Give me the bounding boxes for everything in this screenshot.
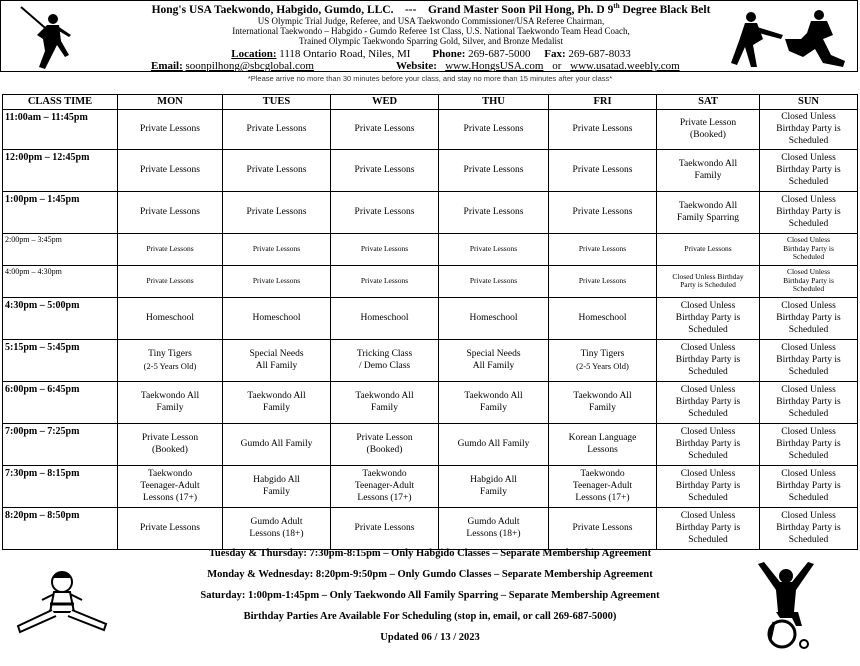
cell-line: Private Lessons: [140, 164, 200, 175]
phone-value: 269-687-5000: [468, 48, 531, 61]
cell-line: Private Lessons: [578, 243, 627, 253]
cell-line: Teenager-Adult: [354, 480, 415, 491]
email-link[interactable]: soonpilhong@sbcglobal.com: [185, 60, 314, 72]
schedule-cell-tues: [223, 233, 331, 265]
table-row: [3, 149, 858, 191]
sword-martial-artist-silhouette-icon: [11, 5, 81, 71]
cell-line: Taekwondo: [580, 468, 625, 479]
website-link-2[interactable]: www.usatad.weebly.com: [570, 60, 680, 72]
cell-line: Private Lessons: [463, 123, 524, 134]
schedule-cell-thu: [439, 465, 549, 507]
cell-line: Lessons (17+): [575, 493, 630, 504]
cell-line: Closed Unless: [781, 111, 836, 122]
footer-notes: [140, 548, 720, 653]
schedule-cell-fri: [549, 339, 657, 381]
schedule-cell-sun: [760, 233, 858, 265]
cell-line: Birthday Party is: [675, 522, 741, 533]
school-name: Hong's USA Taekwondo, Habgido, Gumdo, LLC.: [151, 3, 394, 16]
location-value: 1118 Ontario Road, Niles, MI: [279, 48, 411, 61]
schedule-cell-fri: [549, 265, 657, 297]
table-row: [3, 109, 858, 149]
schedule-cell-mon: [118, 507, 223, 549]
cell-line: (Booked): [366, 445, 403, 456]
table-row: [3, 465, 858, 507]
schedule-cell-mon: [118, 149, 223, 191]
table-row: [3, 191, 858, 233]
cell-line: Private Lessons: [246, 206, 307, 217]
updated-date: Updated 06 / 13 / 2023: [380, 632, 480, 643]
cell-line: Scheduled: [788, 367, 829, 378]
cell-line: Closed Unless: [680, 342, 736, 353]
cell-line: Private Lessons: [360, 243, 409, 253]
cell-line: Scheduled: [688, 409, 728, 420]
schedule-cell-wed: [331, 339, 439, 381]
cell-line: Birthday Party is: [776, 206, 841, 217]
schedule-cell-mon: [118, 297, 223, 339]
schedule-cell-wed: [331, 381, 439, 423]
cell-line: Taekwondo All: [573, 390, 632, 401]
cell-line: Private Lesson: [679, 117, 737, 128]
cell-line: Birthday Party is: [776, 354, 841, 365]
note-gumdo: Monday & Wednesday: 8:20pm-9:50pm – Only Gumdo Classes – Separate Membership Agreement: [207, 569, 653, 580]
credential-line-2: International Taekwondo – Habgido - Gumdo Referee 1st Class, U.S. National Taekwondo Team Head Coach,: [232, 26, 630, 37]
location-label: Location:: [231, 48, 277, 61]
class-time-cell: 4:30pm – 5:00pm: [3, 297, 118, 339]
cell-line: Scheduled: [688, 493, 728, 504]
cell-line: Private Lessons: [354, 123, 415, 134]
cell-line: Scheduled: [788, 493, 829, 504]
cell-line: Birthday Party is: [675, 396, 741, 407]
column-header-thu: THU: [439, 95, 549, 110]
degree-label: Degree Black Belt: [619, 3, 711, 16]
schedule-cell-thu: [439, 191, 549, 233]
schedule-cell-wed: [331, 191, 439, 233]
class-time-cell: 12:00pm – 12:45pm: [3, 149, 118, 191]
cell-line: Closed Unless: [680, 426, 736, 437]
table-row: [3, 507, 858, 549]
cell-line: Family: [371, 403, 398, 414]
contact-line: [113, 49, 749, 60]
schedule-cell-sun: [760, 381, 858, 423]
cell-line: Teenager-Adult: [572, 480, 633, 491]
cell-line: Taekwondo All: [464, 390, 523, 401]
cell-line: Family: [263, 403, 290, 414]
class-time-cell: 6:00pm – 6:45pm: [3, 381, 118, 423]
cell-line: Taekwondo All: [355, 390, 414, 401]
schedule-cell-sun: [760, 339, 858, 381]
cell-line: Homeschool: [360, 312, 409, 323]
cell-line: Closed Unless: [781, 300, 836, 311]
schedule-cell-sun: [760, 191, 858, 233]
schedule-cell-tues: [223, 423, 331, 465]
cell-line: Family: [589, 403, 616, 414]
column-header-sat: SAT: [657, 95, 760, 110]
flying-kick-cartoon-icon: [14, 560, 110, 640]
cell-line: Scheduled: [788, 451, 829, 462]
schedule-cell-sat: [657, 465, 760, 507]
schedule-cell-sat: [657, 191, 760, 233]
schedule-cell-thu: [439, 339, 549, 381]
cell-line: Private Lessons: [354, 206, 415, 217]
grand-master-name: Grand Master Soon Pil Hong, Ph. D 9: [427, 3, 614, 16]
cell-line: Gumdo Adult: [250, 516, 303, 527]
cell-line: Private Lessons: [572, 206, 633, 217]
cell-line: Closed Unless: [680, 384, 736, 395]
phone-label: Phone:: [432, 48, 466, 61]
cell-line: Scheduled: [688, 367, 728, 378]
class-time-cell: 1:00pm – 1:45pm: [3, 191, 118, 233]
schedule-cell-fri: [549, 297, 657, 339]
cell-line: Private Lessons: [684, 243, 732, 253]
cell-line: Family: [263, 487, 290, 498]
cell-line: All Family: [472, 361, 515, 372]
schedule-body: [3, 109, 858, 549]
cell-line: Gumdo All Family: [457, 438, 530, 449]
cell-line: Private Lessons: [572, 522, 633, 533]
note-sparring: Saturday: 1:00pm-1:45pm – Only Taekwondo All Family Sparring – Separate Membership Agreement: [200, 590, 660, 601]
title-separator: ---: [404, 3, 417, 16]
cell-line: Taekwondo All: [247, 390, 306, 401]
cell-line: Private Lessons: [463, 164, 524, 175]
cell-line: Homeschool: [469, 312, 518, 323]
cell-line: Scheduled: [792, 252, 825, 262]
class-time-cell: 7:30pm – 8:15pm: [3, 465, 118, 507]
schedule-cell-thu: [439, 149, 549, 191]
column-header-sun: SUN: [760, 95, 858, 110]
class-time-cell: 5:15pm – 5:45pm: [3, 339, 118, 381]
cell-line: Closed Unless: [781, 384, 836, 395]
schedule-cell-sat: [657, 339, 760, 381]
note-habgido: Tuesday & Thursday: 7:30pm-8:15pm – Only Habgido Classes – Separate Membership Agreement: [208, 548, 652, 559]
cell-line: Birthday Party is: [783, 243, 834, 253]
cell-line: Scheduled: [792, 284, 825, 294]
cell-line: Private Lessons: [360, 275, 409, 285]
cell-line: Birthday Party is: [776, 438, 841, 449]
cell-line: Birthday Party is: [776, 312, 841, 323]
schedule-table: [2, 94, 858, 550]
table-row: [3, 339, 858, 381]
cell-line: Private Lessons: [463, 206, 524, 217]
website-line: [396, 60, 680, 72]
header-box: [0, 0, 858, 72]
cell-line: Private Lessons: [246, 123, 307, 134]
schedule-cell-mon: [118, 191, 223, 233]
cell-line: Closed Unless: [680, 300, 736, 311]
schedule-cell-mon: [118, 339, 223, 381]
table-row: [3, 297, 858, 339]
cell-line: Scheduled: [688, 535, 728, 546]
cell-line: / Demo Class: [358, 361, 411, 372]
schedule-cell-thu: [439, 233, 549, 265]
schedule-cell-thu: [439, 507, 549, 549]
schedule-cell-sun: [760, 507, 858, 549]
cell-line: Birthday Party is: [675, 438, 741, 449]
cell-line: Habgido All: [470, 474, 517, 485]
cell-line: Family: [156, 403, 184, 414]
schedule-cell-thu: [439, 265, 549, 297]
schedule-cell-sat: [657, 423, 760, 465]
class-time-cell: 8:20pm – 8:50pm: [3, 507, 118, 549]
cell-line: Closed Unless: [781, 468, 836, 479]
cell-line: Private Lessons: [572, 164, 633, 175]
schedule-cell-sat: [657, 109, 760, 149]
schedule-cell-wed: [331, 507, 439, 549]
schedule-cell-fri: [549, 381, 657, 423]
email-line: [151, 60, 314, 72]
cell-line: Gumdo All Family: [240, 438, 313, 449]
cell-line: Family: [480, 403, 507, 414]
cell-line: Private Lessons: [140, 206, 200, 217]
cell-line: Taekwondo All: [140, 390, 200, 401]
fax-label: Fax:: [544, 48, 566, 61]
schedule-cell-sun: [760, 465, 858, 507]
header-title: [113, 3, 749, 16]
cell-line: Scheduled: [688, 325, 728, 336]
cell-line: (2-5 Years Old): [576, 360, 629, 371]
schedule-cell-fri: [549, 465, 657, 507]
cell-line: Private Lessons: [252, 275, 301, 285]
schedule-cell-fri: [549, 423, 657, 465]
cell-line: Closed Unless: [680, 468, 736, 479]
cell-line: Private Lessons: [572, 123, 633, 134]
cell-line: Teenager-Adult: [140, 480, 200, 491]
arrival-note: *Please arrive no more than 30 minutes before your class, and stay no more than 15 minutes after your class*: [247, 74, 613, 83]
cell-line: Lessons (18+): [249, 529, 304, 540]
cell-line: Taekwondo: [147, 468, 193, 479]
class-time-cell: 11:00am – 11:45pm: [3, 109, 118, 149]
cell-line: Homeschool: [578, 312, 627, 323]
cell-line: Korean Language: [568, 432, 637, 443]
cell-line: Closed Unless: [781, 426, 836, 437]
cell-line: Private Lessons: [578, 275, 627, 285]
schedule-cell-mon: [118, 233, 223, 265]
cell-line: Scheduled: [788, 409, 829, 420]
cell-line: Birthday Party is: [675, 480, 741, 491]
schedule-cell-tues: [223, 297, 331, 339]
schedule-cell-tues: [223, 265, 331, 297]
cell-line: Closed Unless: [781, 194, 836, 205]
cell-line: Tricking Class: [356, 348, 413, 359]
cell-line: Lessons (17+): [357, 493, 412, 504]
cell-line: Private Lessons: [252, 243, 301, 253]
cell-line: Private Lessons: [146, 243, 194, 253]
cell-line: Family: [694, 171, 722, 182]
schedule-cell-wed: [331, 149, 439, 191]
cell-line: Private Lessons: [354, 164, 415, 175]
cell-line: Tiny Tigers: [148, 349, 192, 360]
column-header-class-time: CLASS TIME: [3, 95, 118, 110]
schedule-cell-sun: [760, 423, 858, 465]
fax-value: 269-687-8033: [568, 48, 631, 61]
cell-line: Taekwondo All: [678, 200, 738, 211]
schedule-cell-sun: [760, 109, 858, 149]
cell-line: Birthday Party is: [675, 312, 741, 323]
schedule-cell-fri: [549, 233, 657, 265]
schedule-cell-wed: [331, 297, 439, 339]
cell-line: Private Lessons: [469, 275, 518, 285]
cell-line: Scheduled: [688, 451, 728, 462]
cell-line: Scheduled: [788, 177, 829, 188]
cell-line: Family: [480, 487, 507, 498]
cell-line: Homeschool: [252, 312, 301, 323]
schedule-cell-tues: [223, 381, 331, 423]
schedule-cell-mon: [118, 381, 223, 423]
cell-line: Homeschool: [145, 312, 195, 323]
cell-line: Private Lessons: [140, 123, 200, 134]
schedule-cell-fri: [549, 109, 657, 149]
cell-line: Lessons: [587, 445, 618, 456]
cell-line: Scheduled: [788, 219, 829, 230]
cell-line: Scheduled: [788, 325, 829, 336]
schedule-cell-fri: [549, 191, 657, 233]
cell-line: Closed Unless: [781, 342, 836, 353]
cell-line: Private Lessons: [354, 522, 415, 533]
schedule-cell-wed: [331, 465, 439, 507]
cell-line: Private Lesson: [356, 432, 413, 443]
cell-line: Family Sparring: [676, 213, 739, 224]
schedule-cell-fri: [549, 507, 657, 549]
website-or: or: [552, 60, 562, 72]
class-time-cell: 4:00pm – 4:30pm: [3, 265, 118, 297]
cell-line: Special Needs: [466, 348, 521, 359]
column-header-mon: MON: [118, 95, 223, 110]
cell-line: Tiny Tigers: [580, 349, 625, 360]
column-header-fri: FRI: [549, 95, 657, 110]
website-link-1[interactable]: www.HongsUSA.com: [445, 60, 544, 72]
website-label: Website:: [396, 60, 437, 72]
schedule-cell-sat: [657, 381, 760, 423]
cell-line: Birthday Party is: [776, 396, 841, 407]
cell-line: Birthday Party is: [776, 164, 841, 175]
cell-line: Taekwondo All: [678, 158, 738, 169]
cell-line: Birthday Party is: [783, 275, 834, 285]
cell-line: Closed Unless: [786, 267, 831, 277]
cell-line: Private Lessons: [246, 164, 307, 175]
cell-line: Scheduled: [788, 535, 829, 546]
email-label: Email:: [151, 60, 183, 72]
cell-line: Lessons (17+): [142, 493, 198, 504]
schedule-cell-tues: [223, 507, 331, 549]
schedule-cell-sat: [657, 507, 760, 549]
schedule-cell-wed: [331, 109, 439, 149]
schedule-cell-thu: [439, 381, 549, 423]
column-header-wed: WED: [331, 95, 439, 110]
cell-line: (Booked): [690, 130, 726, 141]
cell-line: Closed Unless Birthday: [672, 271, 744, 281]
schedule-cell-sat: [657, 233, 760, 265]
table-row: [3, 381, 858, 423]
schedule-cell-wed: [331, 423, 439, 465]
schedule-cell-mon: [118, 265, 223, 297]
cell-line: Party is Scheduled: [680, 280, 736, 290]
schedule-cell-mon: [118, 109, 223, 149]
cell-line: Taekwondo: [362, 468, 407, 479]
credential-line-1: US Olympic Trial Judge, Referee, and USA Taekwondo Commissioner/USA Referee Chairman,: [257, 16, 605, 27]
cell-line: Birthday Party is: [776, 123, 841, 134]
cell-line: Lessons (18+): [466, 529, 521, 540]
wheelchair-athlete-silhouette-icon: [752, 560, 822, 652]
class-time-cell: 2:00pm – 3:45pm: [3, 233, 118, 265]
schedule-cell-tues: [223, 191, 331, 233]
table-row: [3, 423, 858, 465]
schedule-cell-mon: [118, 465, 223, 507]
schedule-cell-tues: [223, 149, 331, 191]
header-text: [113, 1, 749, 60]
cell-line: Gumdo Adult: [467, 516, 520, 527]
cell-line: Private Lessons: [146, 275, 194, 285]
schedule-cell-tues: [223, 465, 331, 507]
schedule-cell-wed: [331, 265, 439, 297]
cell-line: Closed Unless: [786, 235, 831, 245]
cell-line: (Booked): [152, 445, 188, 456]
table-header-row: [3, 95, 858, 110]
schedule-cell-thu: [439, 423, 549, 465]
schedule-cell-sun: [760, 297, 858, 339]
credential-line-3: Trained Olympic Taekwondo Sparring Gold, Silver, and Bronze Medalist: [299, 36, 563, 47]
cell-line: Private Lessons: [469, 243, 518, 253]
cell-line: Closed Unless: [781, 152, 836, 163]
class-time-cell: 7:00pm – 7:25pm: [3, 423, 118, 465]
schedule-cell-sun: [760, 149, 858, 191]
cell-line: Habgido All: [253, 474, 300, 485]
table-row: [3, 233, 858, 265]
cell-line: Birthday Party is: [776, 480, 841, 491]
schedule-cell-sat: [657, 297, 760, 339]
column-header-tues: TUES: [223, 95, 331, 110]
table-row: [3, 265, 858, 297]
schedule-cell-tues: [223, 339, 331, 381]
cell-line: (2-5 Years Old): [143, 360, 197, 371]
schedule-cell-sat: [657, 149, 760, 191]
cell-line: Closed Unless: [680, 510, 736, 521]
cell-line: Birthday Party is: [776, 522, 841, 533]
schedule-cell-sun: [760, 265, 858, 297]
cell-line: Special Needs: [249, 348, 304, 359]
degree-superscript: th: [613, 2, 620, 10]
schedule-cell-mon: [118, 423, 223, 465]
cell-line: Scheduled: [788, 136, 829, 147]
cell-line: Birthday Party is: [675, 354, 741, 365]
cell-line: Private Lessons: [140, 522, 200, 533]
schedule-cell-fri: [549, 149, 657, 191]
schedule-cell-wed: [331, 233, 439, 265]
schedule-cell-sat: [657, 265, 760, 297]
schedule-cell-thu: [439, 297, 549, 339]
cell-line: All Family: [255, 361, 298, 372]
schedule-cell-thu: [439, 109, 549, 149]
schedule-cell-tues: [223, 109, 331, 149]
note-birthday: Birthday Parties Are Available For Scheduling (stop in, email, or call 269-687-5000): [243, 611, 617, 622]
cell-line: Private Lesson: [141, 432, 199, 443]
self-defense-takedown-silhouette-icon: [723, 5, 851, 71]
cell-line: Closed Unless: [781, 510, 836, 521]
